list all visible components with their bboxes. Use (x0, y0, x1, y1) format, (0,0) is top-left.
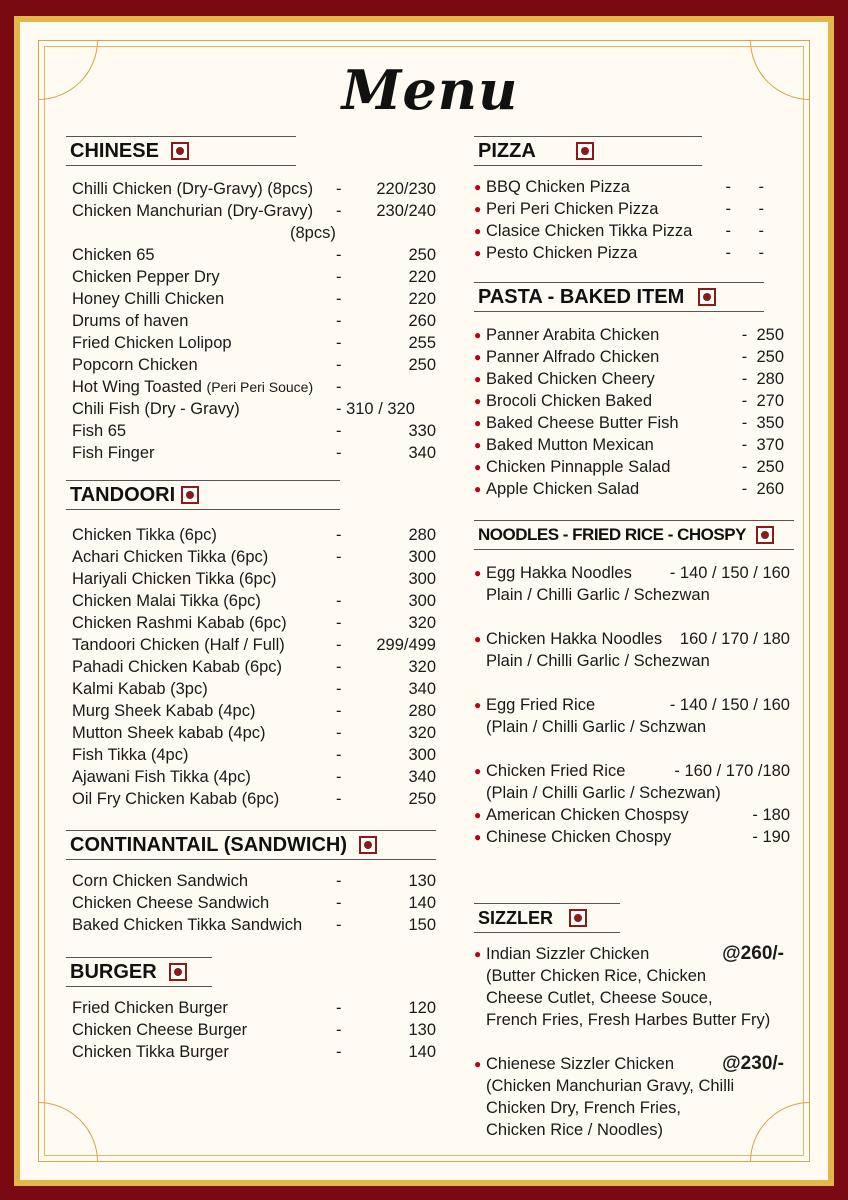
item-price: 130 (408, 872, 436, 890)
menu-item (474, 198, 764, 220)
heading-text: CONTINANTAIL (SANDWICH) (70, 833, 348, 856)
item-desc-text: (Butter Chicken Rice, Chicken (486, 967, 707, 985)
item-price: 280 (408, 702, 436, 720)
spacer (474, 606, 790, 628)
spacer (474, 650, 486, 672)
item-dash: - (336, 1043, 342, 1061)
spacer (474, 584, 486, 606)
heading-text: NOODLES - FRIED RICE - CHOSPY (478, 525, 746, 544)
section-heading (66, 480, 340, 510)
item-dash: - 310 / 320 (336, 400, 415, 418)
item-dash: - (336, 768, 342, 786)
section-noodles (474, 520, 794, 848)
menu-item (474, 242, 764, 264)
item-name: Fried Chicken Lolipop (72, 334, 232, 352)
item-price: @260/- (722, 943, 784, 964)
item-list (474, 176, 794, 264)
spacer (474, 1097, 486, 1119)
item-dash: - (336, 268, 342, 286)
item-options-text: Plain / Chilli Garlic / Schezwan (486, 652, 710, 670)
item-name: Chicken Malai Tikka (6pc) (72, 592, 261, 610)
item-price: - 260 (741, 480, 784, 498)
item-price: 220 (408, 268, 436, 286)
item-name: Ajawani Fish Tikka (4pc) (72, 768, 251, 786)
item-description (474, 1075, 794, 1097)
item-price: 250 (408, 356, 436, 374)
bullet-icon: ● (474, 482, 482, 496)
menu-item (72, 722, 436, 744)
spacer (474, 1119, 486, 1141)
item-price: @230/- (722, 1053, 784, 1074)
item-desc-text: Chicken Dry, French Fries, (486, 1099, 681, 1117)
item-dash (336, 568, 366, 590)
section-heading (66, 957, 212, 987)
item-dash: - (336, 526, 342, 544)
menu-item (474, 434, 784, 456)
item-dash: - (336, 658, 342, 676)
bullet-icon: ● (474, 698, 482, 712)
item-name: Chicken Rashmi Kabab (6pc) (72, 614, 287, 632)
non-veg-icon (576, 142, 594, 160)
bullet-icon: ● (474, 328, 482, 342)
item-list (474, 562, 794, 848)
item-price: - - (725, 222, 764, 240)
item-name: Apple Chicken Salad (486, 480, 640, 498)
menu-item (474, 368, 784, 390)
item-desc-text: Chicken Rice / Noodles) (486, 1121, 663, 1139)
item-price: 320 (408, 658, 436, 676)
item-dash: - (336, 724, 342, 742)
item-name: Chili Fish (Dry - Gravy) (72, 400, 240, 418)
item-name: American Chicken Chospsy (486, 806, 689, 824)
item-options (474, 650, 790, 672)
item-dash: - (336, 290, 342, 308)
menu-item (72, 546, 436, 568)
item-name: BBQ Chicken Pizza (486, 178, 630, 196)
item-name: Chicken Cheese Burger (72, 1021, 248, 1039)
item-options-text: Plain / Chilli Garlic / Schezwan (486, 586, 710, 604)
bullet-icon: ● (474, 438, 482, 452)
item-name: Fish Tikka (4pc) (72, 746, 189, 764)
item-price: - 250 (741, 458, 784, 476)
spacer (474, 1075, 486, 1097)
menu-item (72, 200, 436, 222)
item-list (66, 178, 436, 464)
item-price: 320 (408, 724, 436, 742)
item-price: 260 (408, 312, 436, 330)
item-price: 150 (408, 916, 436, 934)
menu-item (72, 442, 436, 464)
menu-item (72, 892, 436, 914)
menu-item (474, 390, 784, 412)
item-desc-text: French Fries, Fresh Harbes Butter Fry) (486, 1011, 771, 1029)
bullet-icon: ● (474, 246, 482, 260)
bullet-icon: ● (474, 350, 482, 364)
item-price: - 180 (752, 806, 790, 824)
item-price: - - (725, 178, 764, 196)
item-dash: - (336, 916, 342, 934)
menu-item (474, 562, 790, 584)
heading-text: BURGER (70, 960, 157, 983)
menu-item (72, 1041, 436, 1063)
item-name: Fish Finger (72, 444, 155, 462)
menu-item (72, 1019, 436, 1041)
item-name: Panner Alfrado Chicken (486, 348, 660, 366)
bullet-icon: ● (474, 632, 482, 646)
menu-item (474, 694, 790, 716)
bullet-icon: ● (474, 947, 482, 961)
item-description (474, 1119, 794, 1141)
item-name: Chicken Pinnapple Salad (486, 458, 671, 476)
item-name: Chicken Manchurian (Dry-Gravy) (72, 202, 314, 220)
bullet-icon: ● (474, 1057, 482, 1071)
bullet-icon: ● (474, 764, 482, 778)
item-name: Fried Chicken Burger (72, 999, 228, 1017)
menu-item (72, 310, 436, 332)
item-price: 300 (408, 548, 436, 566)
non-veg-icon (359, 836, 377, 854)
item-list (66, 997, 436, 1063)
item-price: - - (725, 244, 764, 262)
item-desc-text: (Chicken Manchurian Gravy, Chilli (486, 1077, 735, 1095)
item-name: Peri Peri Chicken Pizza (486, 200, 659, 218)
item-name: Panner Arabita Chicken (486, 326, 660, 344)
section-tandoori (66, 480, 436, 810)
menu-item (72, 656, 436, 678)
non-veg-icon (756, 526, 774, 544)
item-name: Egg Fried Rice (486, 696, 596, 714)
item-name: Murg Sheek Kabab (4pc) (72, 702, 256, 720)
item-dash: - (336, 202, 342, 220)
menu-item-extra (72, 222, 436, 244)
section-chinese (66, 136, 436, 464)
item-name: Chicken 65 (72, 246, 155, 264)
non-veg-icon (698, 288, 716, 306)
item-name: Chicken Pepper Dry (72, 268, 220, 286)
item-description (474, 987, 794, 1009)
item-name: Baked Chicken Tikka Sandwich (72, 916, 303, 934)
bullet-icon: ● (474, 372, 482, 386)
item-price: 130 (408, 1021, 436, 1039)
item-price: - 160 / 170 /180 (674, 762, 790, 780)
item-dash: - (336, 872, 342, 890)
section-heading (474, 136, 702, 166)
menu-item (474, 628, 790, 650)
item-price: 250 (408, 790, 436, 808)
item-price: - 350 (741, 414, 784, 432)
item-description (474, 965, 794, 987)
item-dash: - (336, 246, 342, 264)
item-name: Kalmi Kabab (3pc) (72, 680, 208, 698)
item-price: 340 (408, 680, 436, 698)
item-name: Baked Cheese Butter Fish (486, 414, 679, 432)
non-veg-icon (569, 909, 587, 927)
item-price: 230/240 (376, 202, 436, 220)
item-name: Baked Chicken Cheery (486, 370, 655, 388)
item-dash: - (336, 680, 342, 698)
item-dash: - (336, 422, 342, 440)
item-dash: - (336, 702, 342, 720)
menu-item (72, 744, 436, 766)
menu-item (72, 870, 436, 892)
spacer (474, 1031, 794, 1053)
item-dash: - (336, 592, 342, 610)
spacer (474, 738, 790, 760)
item-options (474, 782, 790, 804)
bullet-icon: ● (474, 830, 482, 844)
menu-item (72, 178, 436, 200)
item-name: Fish 65 (72, 422, 127, 440)
menu-item (474, 220, 764, 242)
section-sizzler (474, 903, 794, 1141)
item-dash: - (336, 312, 342, 330)
item-options (474, 716, 790, 738)
menu-item (72, 997, 436, 1019)
item-name: Chicken Cheese Sandwich (72, 894, 270, 912)
section-heading (474, 282, 764, 312)
heading-text: PASTA - BAKED ITEM (478, 285, 685, 308)
spacer (474, 672, 790, 694)
item-price: 280 (408, 526, 436, 544)
item-options (474, 584, 790, 606)
non-veg-icon (181, 486, 199, 504)
item-name: Pahadi Chicken Kabab (6pc) (72, 658, 283, 676)
menu-item (72, 590, 436, 612)
section-continental (66, 830, 436, 936)
section-burger (66, 957, 436, 1063)
item-name-cont: (8pcs) (290, 224, 336, 242)
item-price: 340 (408, 768, 436, 786)
item-price: 140 (408, 1043, 436, 1061)
menu-item (474, 346, 784, 368)
item-desc-text: Cheese Cutlet, Cheese Souce, (486, 989, 713, 1007)
item-name: Popcorn Chicken (72, 356, 198, 374)
item-name: Chicken Hakka Noodles (486, 630, 663, 648)
item-name: Chicken Tikka Burger (72, 1043, 229, 1061)
item-dash: - (336, 790, 342, 808)
menu-item (72, 266, 436, 288)
item-price: - 250 (741, 326, 784, 344)
menu-item (72, 612, 436, 634)
item-list (66, 870, 436, 936)
item-price (366, 376, 436, 398)
item-price: 250 (408, 246, 436, 264)
item-name: Chilli Chicken (Dry-Gravy) (8pcs) (72, 180, 314, 198)
item-name: Indian Sizzler Chicken (486, 945, 650, 963)
bullet-icon: ● (474, 180, 482, 194)
menu-item (474, 456, 784, 478)
heading-text: SIZZLER (478, 907, 553, 928)
bullet-icon: ● (474, 224, 482, 238)
item-price: - 140 / 150 / 160 (669, 696, 790, 714)
item-name: Hariyali Chicken Tikka (6pc) (72, 570, 277, 588)
item-description (474, 1009, 794, 1031)
menu-item (72, 788, 436, 810)
section-heading (66, 136, 296, 166)
item-price: - 370 (741, 436, 784, 454)
item-description (474, 1097, 794, 1119)
bullet-icon: ● (474, 566, 482, 580)
item-price: - 250 (741, 348, 784, 366)
menu-item (72, 376, 436, 398)
item-name: Drums of haven (72, 312, 189, 330)
item-dash: - (336, 999, 342, 1017)
item-price: - 270 (741, 392, 784, 410)
item-name: Pesto Chicken Pizza (486, 244, 638, 262)
item-dash: - (336, 894, 342, 912)
item-name: Mutton Sheek kabab (4pc) (72, 724, 266, 742)
item-price: - 140 / 150 / 160 (669, 564, 790, 582)
menu-item (72, 678, 436, 700)
item-name: Chienese Sizzler Chicken (486, 1055, 675, 1073)
item-price: 320 (408, 614, 436, 632)
item-name: Achari Chicken Tikka (6pc) (72, 548, 269, 566)
item-name: Chicken Tikka (6pc) (72, 526, 217, 544)
item-dash: - (336, 444, 342, 462)
menu-item (72, 914, 436, 936)
item-dash: - (336, 746, 342, 764)
item-dash: - (336, 1021, 342, 1039)
item-dash: - (336, 614, 342, 632)
spacer (474, 782, 486, 804)
menu-item (72, 288, 436, 310)
item-note: (Peri Peri Souce) (206, 379, 314, 395)
menu-item (474, 324, 784, 346)
spacer (474, 1009, 486, 1031)
bullet-icon: ● (474, 416, 482, 430)
menu-item (72, 524, 436, 546)
menu-item (72, 634, 436, 656)
item-price: 255 (408, 334, 436, 352)
heading-text: CHINESE (70, 139, 159, 162)
item-dash: - (336, 334, 342, 352)
item-options-text: (Plain / Chilli Garlic / Schzwan (486, 718, 707, 736)
item-list (474, 324, 794, 500)
item-price: - 280 (741, 370, 784, 388)
item-name: Corn Chicken Sandwich (72, 872, 249, 890)
non-veg-icon (169, 963, 187, 981)
menu-item (72, 354, 436, 376)
item-name: Chicken Fried Rice (486, 762, 626, 780)
menu-item (72, 332, 436, 354)
section-heading (474, 520, 794, 550)
menu-item (72, 420, 436, 442)
item-name: Honey Chilli Chicken (72, 290, 225, 308)
item-price: 160 / 170 / 180 (679, 630, 790, 648)
item-name: Baked Mutton Mexican (486, 436, 654, 454)
item-price: 299/499 (376, 636, 436, 654)
item-price: 220/230 (376, 180, 436, 198)
item-name: Clasice Chicken Tikka Pizza (486, 222, 693, 240)
spacer (474, 965, 486, 987)
bullet-icon: ● (474, 202, 482, 216)
sizzler-item (474, 943, 794, 965)
item-name: Tandoori Chicken (Half / Full) (72, 636, 285, 654)
item-dash: - (336, 548, 342, 566)
item-price: 300 (408, 570, 436, 588)
item-dash: - (336, 356, 342, 374)
heading-text: PIZZA (478, 139, 536, 162)
menu-item (474, 826, 790, 848)
bullet-icon: ● (474, 808, 482, 822)
item-price: 120 (408, 999, 436, 1017)
non-veg-icon (171, 142, 189, 160)
item-price: 330 (408, 422, 436, 440)
bullet-icon: ● (474, 460, 482, 474)
item-dash: - (336, 378, 342, 396)
item-options-text: (Plain / Chilli Garlic / Schezwan) (486, 784, 721, 802)
heading-text: TANDOORI (70, 483, 176, 506)
item-price: 220 (408, 290, 436, 308)
menu-item (474, 760, 790, 782)
item-price: 300 (408, 746, 436, 764)
item-price: - 190 (752, 828, 790, 846)
spacer (474, 987, 486, 1009)
menu-item (474, 478, 784, 500)
item-name: Hot Wing Toasted (Peri Peri Souce) (72, 378, 314, 396)
menu-item (72, 398, 436, 420)
menu-item (72, 244, 436, 266)
section-pizza (474, 136, 794, 264)
item-dash: - (336, 180, 342, 198)
item-list (474, 943, 794, 1141)
bullet-icon: ● (474, 394, 482, 408)
item-name: Brocoli Chicken Baked (486, 392, 652, 410)
menu-item (72, 700, 436, 722)
item-name: Chinese Chicken Chospy (486, 828, 672, 846)
menu-item (72, 568, 436, 590)
item-name: Egg Hakka Noodles (486, 564, 632, 582)
section-heading (66, 830, 436, 860)
item-price: 300 (408, 592, 436, 610)
spacer (474, 716, 486, 738)
item-price: 340 (408, 444, 436, 462)
section-heading (474, 903, 620, 933)
sizzler-item (474, 1053, 794, 1075)
menu-item (474, 412, 784, 434)
item-list (66, 524, 436, 810)
item-dash: - (336, 636, 342, 654)
item-price: - - (725, 200, 764, 218)
menu-title: Menu (341, 58, 519, 122)
item-name: Oil Fry Chicken Kabab (6pc) (72, 790, 280, 808)
menu-item (72, 766, 436, 788)
item-price: 140 (408, 894, 436, 912)
section-pasta (474, 282, 794, 500)
menu-item (474, 804, 790, 826)
menu-item (474, 176, 764, 198)
